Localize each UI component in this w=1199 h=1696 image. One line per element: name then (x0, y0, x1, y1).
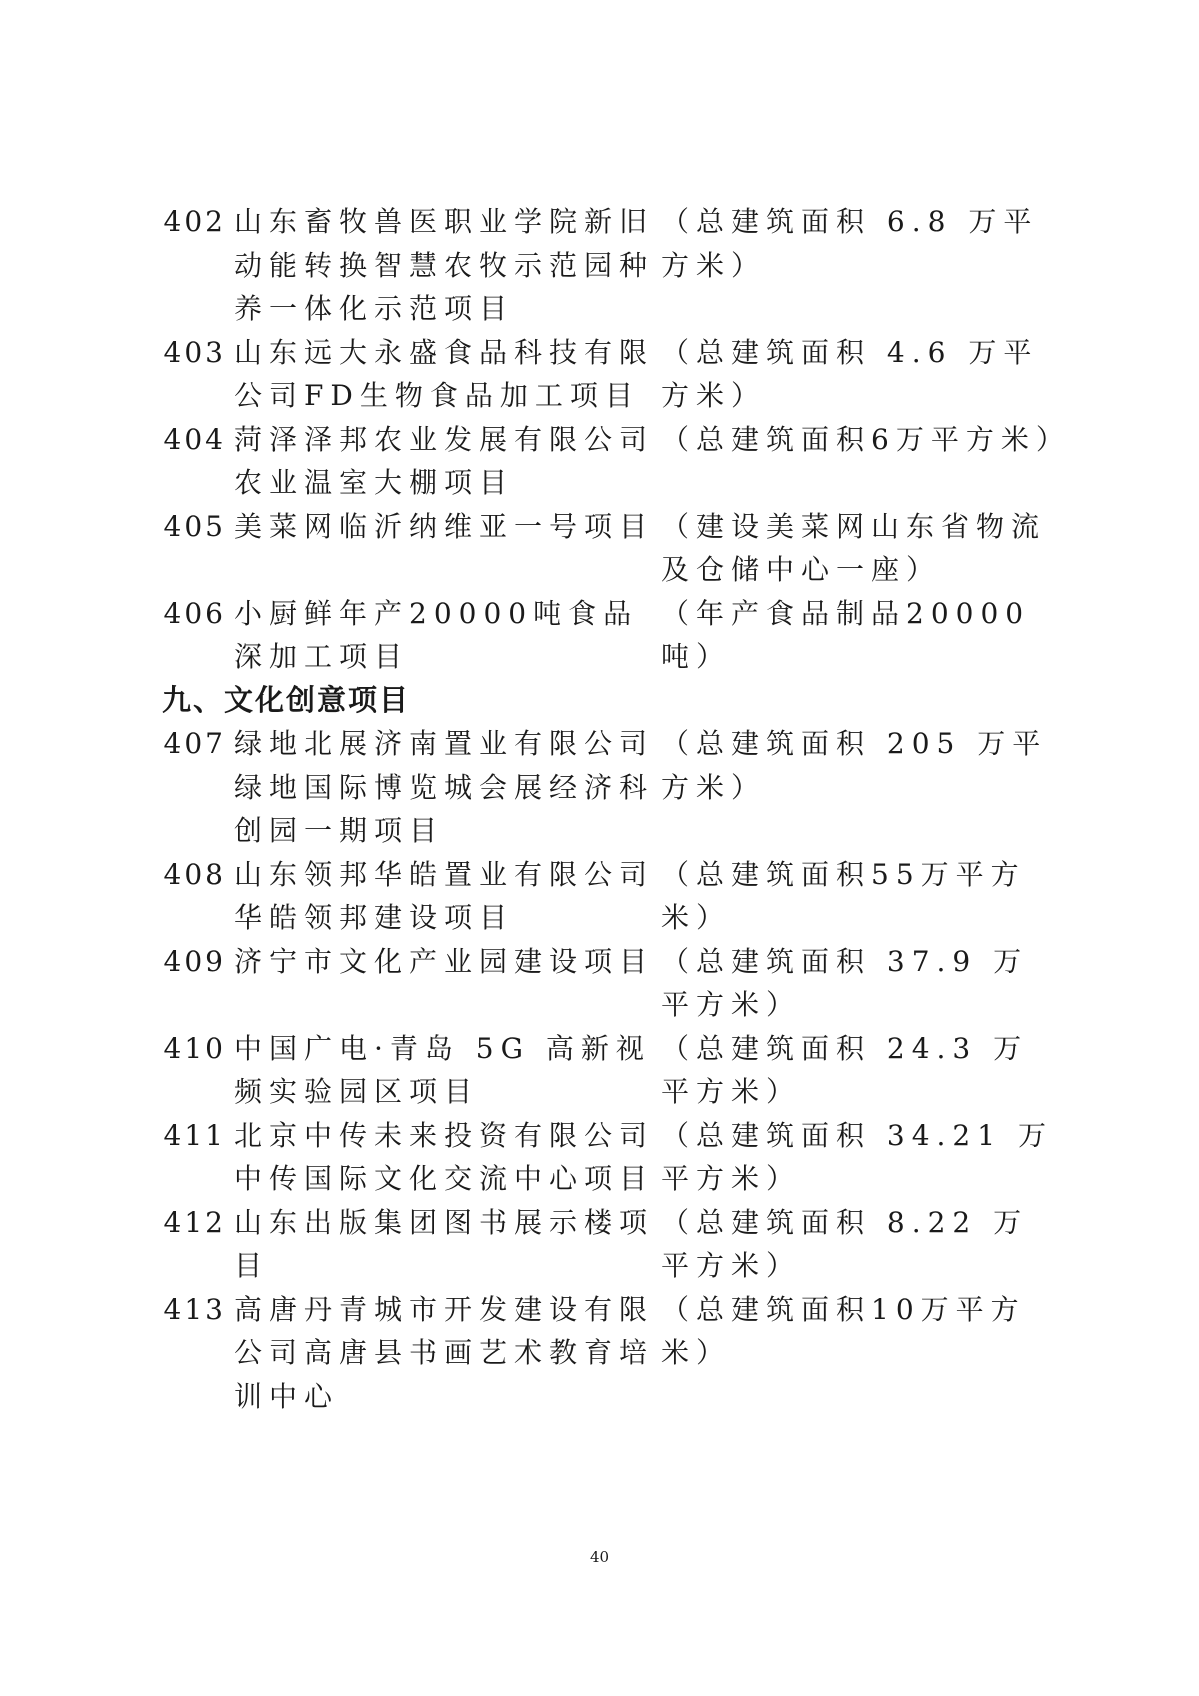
item-name: 山东出版集团图书展示楼项目 (234, 1205, 655, 1282)
item-name: 菏泽泽邦农业发展有限公司农业温室大棚项目 (234, 422, 655, 499)
document-body (0, 200, 1199, 1418)
item-description: （年产食品制品20000吨） (661, 596, 1031, 673)
list-item (0, 592, 1199, 679)
item-number: 409 (163, 944, 226, 978)
list-item (0, 200, 1199, 331)
item-name: 济宁市文化产业园建设项目 (234, 944, 655, 978)
item-name: 美菜网临沂纳维亚一号项目 (234, 509, 655, 543)
item-name: 绿地北展济南置业有限公司绿地国际博览城会展经济科创园一期项目 (234, 727, 655, 847)
item-number: 406 (163, 596, 226, 630)
item-name: 山东畜牧兽医职业学院新旧动能转换智慧农牧示范园种养一体化示范项目 (234, 205, 655, 325)
section-heading: 九、文化创意项目 (162, 682, 411, 717)
list-item (0, 1114, 1199, 1201)
list-item (0, 418, 1199, 505)
item-description: （总建筑面积10万平方米） (661, 1292, 1026, 1369)
item-number: 408 (163, 857, 226, 891)
list-item (0, 1201, 1199, 1288)
item-description: （总建筑面积6万平方米） (661, 422, 1071, 456)
item-number: 413 (163, 1292, 226, 1326)
item-number: 403 (163, 335, 226, 369)
item-name: 北京中传未来投资有限公司中传国际文化交流中心项目 (234, 1118, 655, 1195)
item-description: （总建筑面积 34.21 万平方米） (661, 1118, 1053, 1195)
item-number: 404 (163, 422, 226, 456)
list-item (0, 722, 1199, 853)
item-number: 410 (163, 1031, 226, 1065)
item-number: 411 (163, 1118, 226, 1152)
item-description: （建设美菜网山东省物流及仓储中心一座） (661, 509, 1047, 586)
item-number: 407 (163, 727, 226, 760)
list-item (0, 1288, 1199, 1419)
page-number: 40 (589, 1548, 610, 1566)
item-name: 山东领邦华皓置业有限公司华皓领邦建设项目 (234, 857, 655, 934)
item-number: 402 (163, 205, 226, 238)
item-description: （总建筑面积 205 万平方米） (661, 727, 1048, 804)
item-name: 山东远大永盛食品科技有限公司FD生物食品加工项目 (234, 335, 655, 412)
list-item (0, 331, 1199, 418)
item-name: 高唐丹青城市开发建设有限公司高唐县书画艺术教育培训中心 (234, 1292, 655, 1413)
item-description: （总建筑面积 37.9 万平方米） (661, 944, 1029, 1021)
item-description: （总建筑面积 8.22 万平方米） (661, 1205, 1029, 1282)
item-number: 405 (163, 509, 226, 543)
item-description: （总建筑面积 4.6 万平方米） (661, 335, 1039, 412)
list-item (0, 853, 1199, 940)
list-item (0, 505, 1199, 592)
list-item (0, 1027, 1199, 1114)
list-item (0, 940, 1199, 1027)
item-name: 小厨鲜年产20000吨食品深加工项目 (234, 596, 639, 673)
item-name: 中国广电·青岛 5G 高新视频实验园区项目 (234, 1031, 651, 1108)
item-description: （总建筑面积 6.8 万平方米） (661, 205, 1039, 282)
item-description: （总建筑面积 24.3 万平方米） (661, 1031, 1029, 1108)
item-description: （总建筑面积55万平方米） (661, 857, 1026, 934)
item-number: 412 (163, 1205, 226, 1239)
